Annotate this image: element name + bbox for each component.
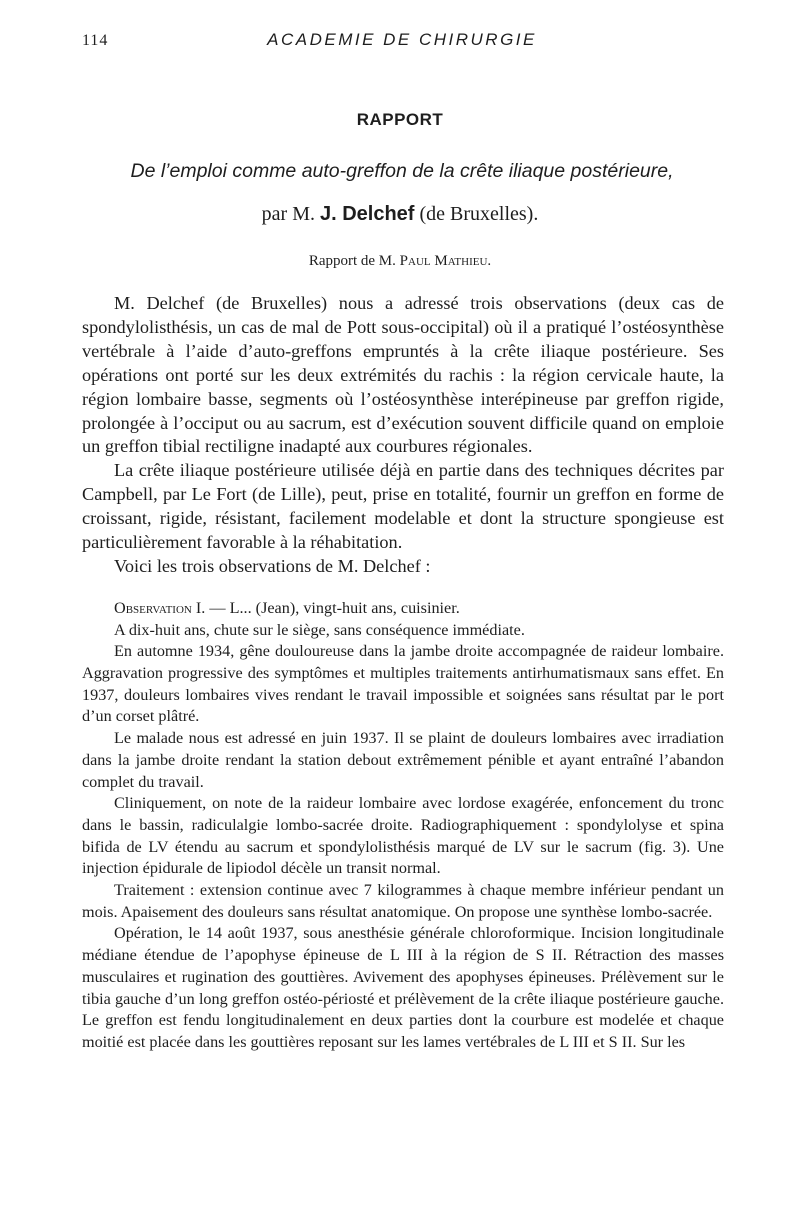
author-affiliation: (de Bruxelles). (419, 203, 539, 225)
observation-label: Observation I. (114, 598, 206, 617)
reporter-name: Paul Mathieu. (399, 253, 492, 269)
author-line (0, 203, 800, 226)
author-name: J. Delchef (319, 203, 415, 225)
body-paragraph: Voici les trois observations de M. Delchef : (114, 555, 431, 576)
observation-paragraph: Le malade nous est adressé en juin 1937. Il se plaint de douleurs lombaires avec irradiation dans la jambe droite rendant la station debout extrêmement pénible et ayant entraîné l’abandon complet du travail. (82, 729, 724, 791)
journal-title: ACADEMIE DE CHIRURGIE (267, 30, 537, 49)
author-prefix: par M. (261, 203, 315, 225)
article-title: De l’emploi comme auto-greffon de la crête iliaque postérieure, (130, 160, 674, 182)
report-prefix: Rapport de M. (308, 253, 396, 269)
body-paragraph: M. Delchef (de Bruxelles) nous a adressé trois observations (deux cas de spondylolisthésis, un cas de mal de Pott sous-occipital) où il a pratiqué l’ostéosynthèse vertébrale à l’aide d’auto-greffons empruntés à la crête iliaque postérieure. Ses opérations ont porté sur les deux extrémités du rachis : la région cervicale haute, la région lombaire basse, segments où l’ostéosynthèse interépineuse par greffon rigide, prolongée à l’occiput ou au sacrum, est d’exécution souvent difficile quand on emploie un greffon tibial rectiligne inadapté aux courbures régionales. (82, 293, 724, 457)
report-by-line (0, 253, 800, 270)
observation-paragraph: Cliniquement, on note de la raideur lombaire avec lordose exagérée, enfoncement du tronc dans le bassin, radiculalgie lombo-sacrée droite. Radiographiquement : spondylolyse et spina bifida de LV étendu au sacrum et spondylolisthésis marqué de LV sur le sacrum (fig. 3). Une injection épidurale de lipiodol décèle un transit normal. (82, 794, 724, 878)
observation-heading (82, 598, 724, 620)
observation-paragraph: En automne 1934, gêne douloureuse dans la jambe droite accompagnée de raideur lombaire. Aggravation progressive des symptômes et multiples traitements antirhumatismaux sans effet. En 1937, douleurs lombaires vives rendant le travail impossible et soignées sans résultat par le port d’un corset plâtré. (82, 642, 724, 726)
body-paragraph: La crête iliaque postérieure utilisée déjà en partie dans des techniques décrites par Campbell, par Le Fort (de Lille), peut, prise en totalité, fournir un greffon en forme de croissant, rigide, résistant, facilement modelable et dont la structure spongieuse est particulièrement favorable à la réhabitation. (82, 460, 724, 553)
observation-section (82, 598, 724, 1054)
page-number: 114 (82, 32, 109, 49)
running-header (82, 30, 722, 54)
observation-paragraph: A dix-huit ans, chute sur le siège, sans conséquence immédiate. (114, 620, 525, 639)
observation-paragraph: Traitement : extension continue avec 7 kilogrammes à chaque membre inférieur pendant un mois. Apaisement des douleurs sans résultat anatomique. On propose une synthèse lombo-sacrée. (82, 881, 724, 921)
observation-intro: — L... (Jean), vingt-huit ans, cuisinier. (209, 598, 460, 617)
observation-paragraph: Opération, le 14 août 1937, sous anesthésie générale chloroformique. Incision longitudinale médiane étendue de l’apophyse épineuse de L III à la région de S II. Rétraction des masses musculaires et rugination des gouttières. Avivement des apophyses épineuses. Prélèvement sur le tibia gauche d’un long greffon ostéo-périosté et prélèvement de la crête iliaque postérieure gauche. Le greffon est fendu longitudinalement en deux parties dont la courbure est modelée et chaque moitié est placée dans les gouttières reposant sur les lames vertébrales de L III et S II. Sur les (82, 924, 724, 1051)
article-body (82, 292, 724, 1054)
section-label: RAPPORT (356, 110, 444, 129)
